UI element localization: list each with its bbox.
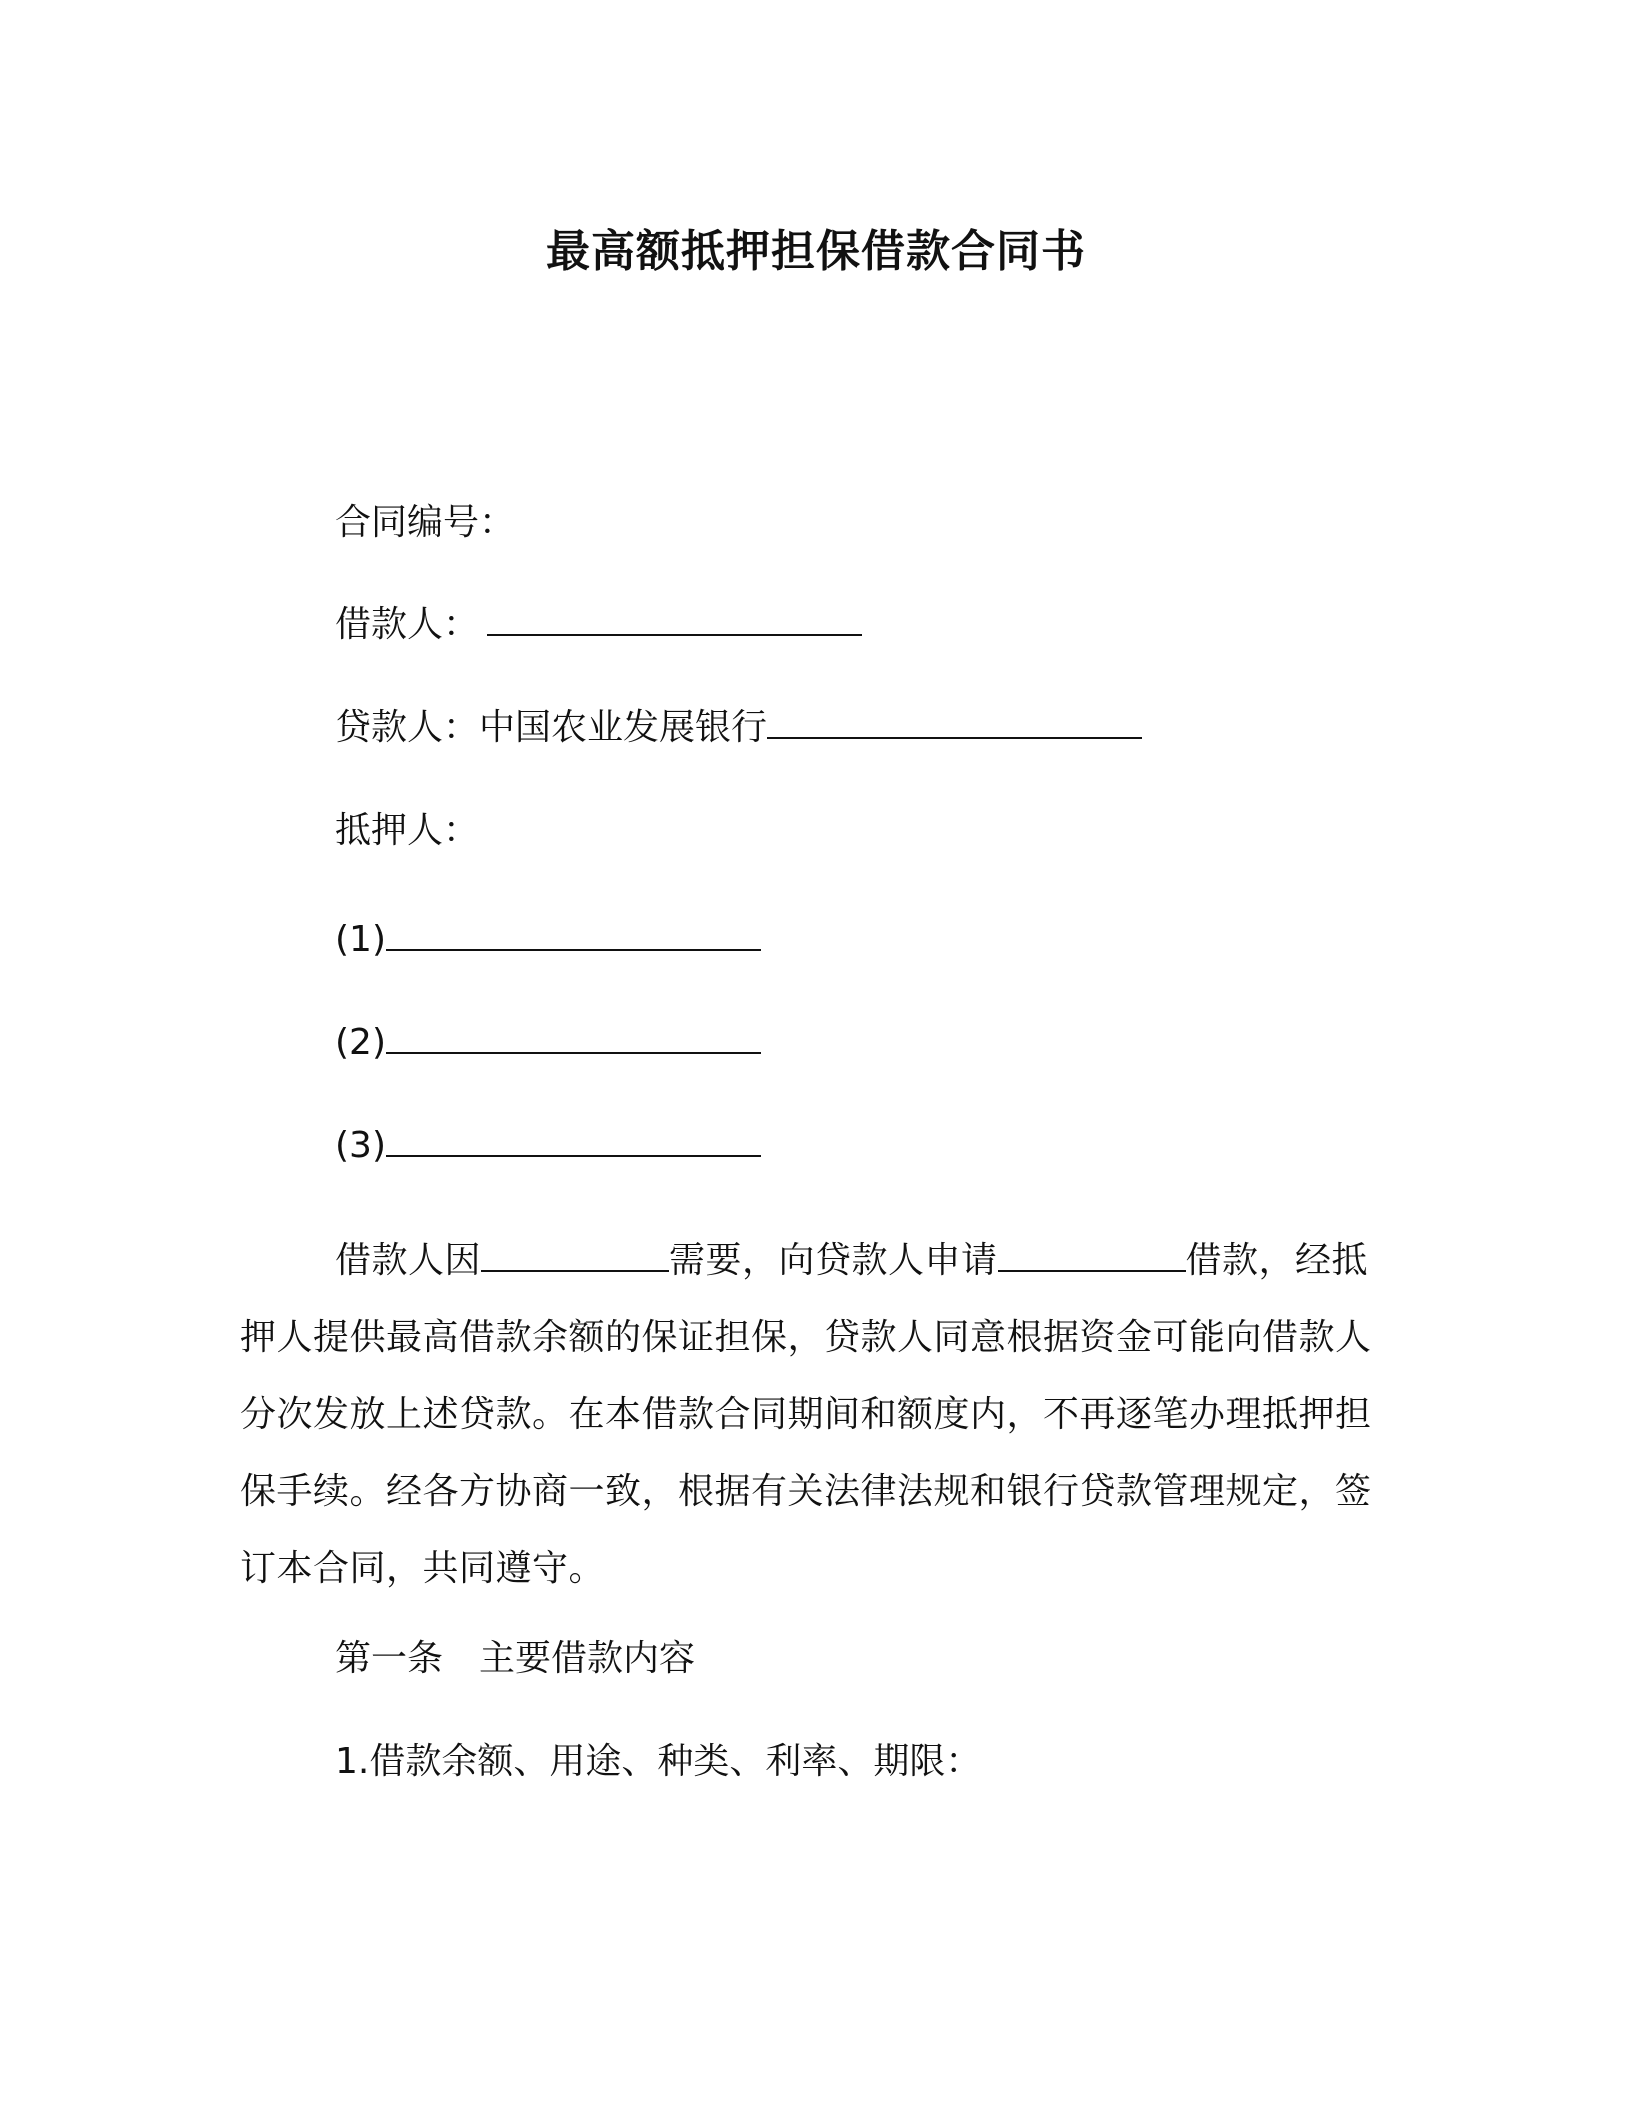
lender-blank [767, 707, 1142, 739]
article-1-item-1: 1.借款余额、用途、种类、利率、期限： [335, 1741, 982, 1782]
mortgagor-item-number: (3) [335, 1125, 386, 1166]
document-title: 最高额抵押担保借款合同书 [546, 226, 1086, 277]
mortgagor-blank [386, 919, 761, 951]
loan-type-blank [998, 1242, 1186, 1272]
lender-line [335, 703, 1142, 753]
mortgagor-item-3 [335, 1121, 761, 1171]
mortgagor-item-number: (1) [335, 919, 386, 960]
preamble-part-3: 借款，经抵押人提供最高借款余额的保证担保，贷款人同意根据资金可能向借款人分次发放上述贷款。在本借款合同期间和额度内，不再逐笔办理抵押担保手续。经各方协商一致，根据有关法律法规和银行贷款管理规定，签订本合同，共同遵守。 [240, 1240, 1372, 1589]
mortgagor-item-1 [335, 915, 761, 965]
lender-name: 中国农业发展银行 [479, 707, 768, 748]
mortgagor-label: 抵押人： [335, 810, 480, 851]
preamble-part-1: 借款人因 [335, 1240, 482, 1281]
mortgagor-blank [386, 1125, 761, 1157]
preamble-paragraph [240, 1222, 1390, 1607]
mortgagor-line [335, 806, 479, 856]
contract-number-line [335, 498, 515, 548]
lender-label: 贷款人： [335, 707, 480, 748]
mortgagor-blank [386, 1022, 761, 1054]
preamble-part-2: 需要，向贷款人申请 [669, 1240, 998, 1281]
article-1-heading: 第一条 主要借款内容 [335, 1638, 696, 1679]
contract-number-label: 合同编号： [335, 502, 516, 543]
purpose-blank [481, 1242, 669, 1272]
borrower-label: 借款人： [335, 604, 480, 645]
mortgagor-item-number: (2) [335, 1022, 386, 1063]
borrower-blank [487, 604, 862, 636]
mortgagor-item-2 [335, 1018, 761, 1068]
borrower-line [335, 600, 862, 650]
